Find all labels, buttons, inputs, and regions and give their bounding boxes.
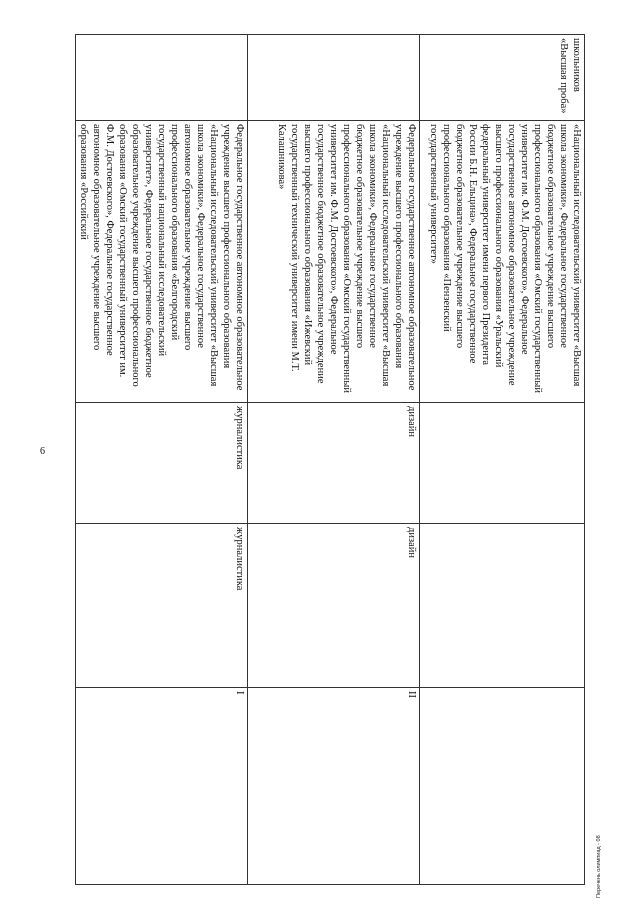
organizers-cell: Федеральное государственное автономное образовательное учреждение высшего профессионального образования «Национальный исследовательский университет «Высшая школа экономики», Федеральное государственное автономное образовательное учреждение высшего профессионального образования «Белгородский государственный национальный исследовательский университет», Федеральное государственное бюджетное образовательное учреждение высшего профессионального образования «Омский государственный университет им. Ф.М. Достоевского», Федеральное государственное автономное образовательное учреждение высшего образования «Российский (76, 121, 248, 403)
table-row (248, 35, 420, 885)
event-cell (248, 35, 420, 121)
profile-cell: дизайн (248, 403, 420, 524)
subject-cell: дизайн (248, 524, 420, 688)
level-cell (420, 688, 585, 885)
olympiad-table (78, 34, 585, 877)
table-row (76, 35, 248, 885)
footer-label: Перечень олимпиад - 08 (596, 835, 602, 898)
subject-cell (420, 524, 585, 688)
profile-cell (420, 403, 585, 524)
organizers-cell: Федеральное государственное автономное образовательное учреждение высшего профессионального образования «Национальный исследовательский университет «Высшая школа экономики», Федеральное государственное бюджетное образовательное учреждение высшего профессионального образования «Омский государственный университет им. Ф.М. Достоевского», Федеральное государственное бюджетное образовательное учреждение высшего профессионального образования «Ижевский государственный технический университет имени М.Т. Калашникова» (248, 121, 420, 403)
event-cell (76, 35, 248, 121)
level-cell: I (76, 688, 248, 885)
profile-cell: журналистика (76, 403, 248, 524)
event-cell: школьников «Высшая проба» (420, 35, 585, 121)
organizers-cell: «Национальный исследовательский университет «Высшая школа экономики», Федеральное государственное бюджетное образовательное учреждение высшего профессионального образования «Омский государственный университет им. Ф.М. Достоевского», Федеральное государственное автономное образовательное учреждение высшего профессионального образования «Уральский федеральный университет имени первого Президента России Б.Н. Ельцина», Федеральное государственное бюджетное образовательное учреждение высшего профессионального образования «Пензенский государственный университет» (420, 121, 585, 403)
page-number: 6 (40, 446, 45, 457)
level-cell: II (248, 688, 420, 885)
table-row (420, 35, 585, 885)
subject-cell: журналистика (76, 524, 248, 688)
